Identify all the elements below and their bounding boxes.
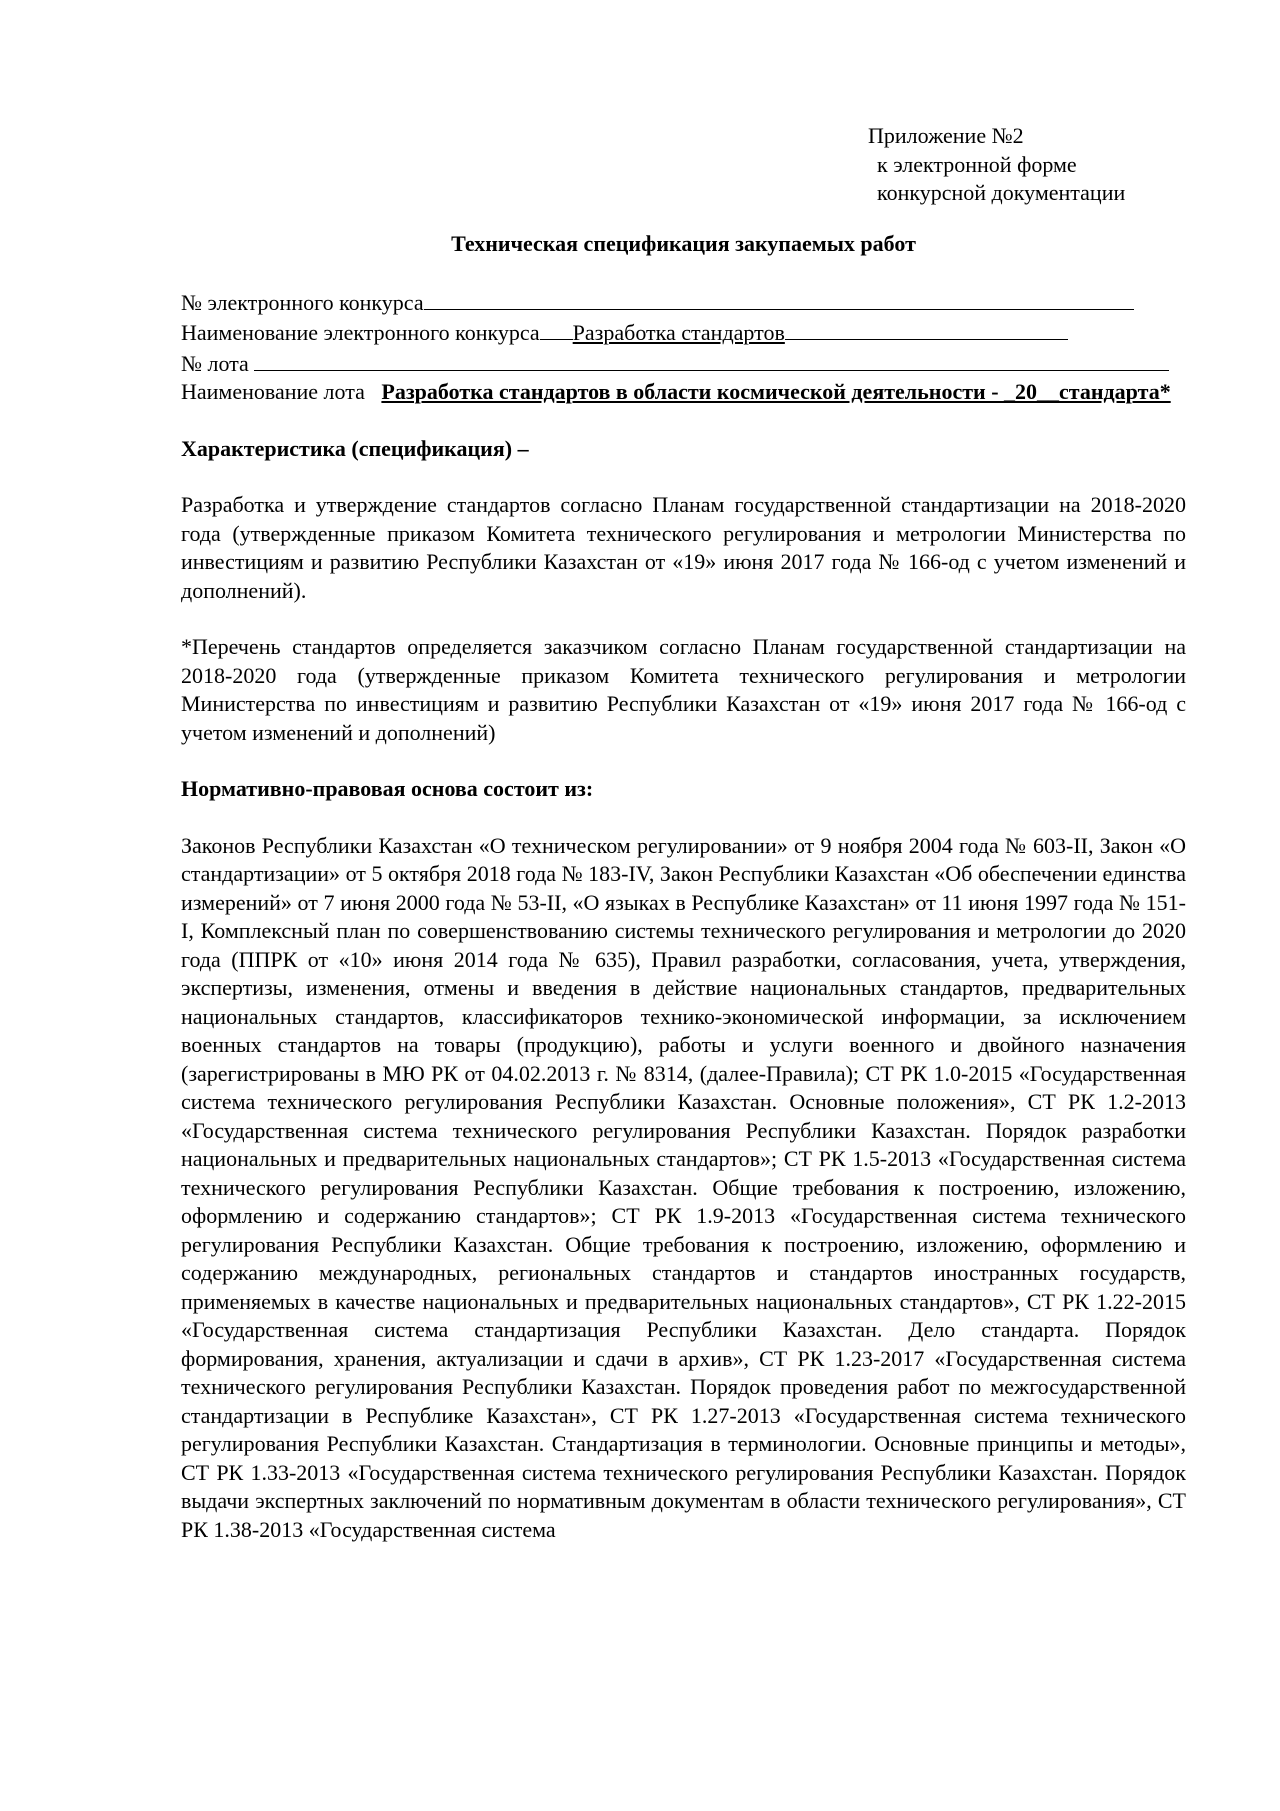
lot-number-field	[181, 348, 1186, 379]
contest-name-label: Наименование электронного конкурса	[181, 320, 540, 345]
lot-number-label: № лота	[181, 350, 249, 376]
characteristics-heading: Характеристика (спецификация) –	[181, 435, 529, 461]
lot-number-blank	[254, 348, 1169, 371]
document-body	[181, 230, 1186, 1544]
lot-name-field	[181, 378, 1186, 407]
contest-name-field	[181, 317, 1186, 348]
contest-number-label: № электронного конкурса	[181, 289, 424, 315]
characteristics-paragraph-2: *Перечень стандартов определяется заказчиком согласно Планам государственной стандартизации на 2018-2020 года (утвержденные приказом Комитета технического регулирования и метрологии Министерства по инвестициям и развитию Республики Казахстан от «19» июня 2017 года № 166-од с учетом изменений и дополнений)	[181, 634, 1186, 745]
characteristics-paragraph-1: Разработка и утверждение стандартов согласно Планам государственной стандартизации на 2018-2020 года (утвержденные приказом Комитета технического регулирования и метрологии Министерства по инвестициям и развитию Республики Казахстан от «19» июня 2017 года № 166-од с учетом изменений и дополнений).	[181, 492, 1186, 603]
lot-name-label: Наименование лота	[181, 379, 365, 404]
lot-name-value: Разработка стандартов в области космической деятельности - _20__стандарта*	[381, 379, 1171, 404]
document-title: Техническая спецификация закупаемых работ	[451, 231, 916, 256]
contest-name-blank-before	[540, 317, 573, 340]
appendix-line-1: Приложение №2	[868, 123, 1024, 148]
contest-name-blank-after	[785, 317, 1068, 340]
contest-name-value: Разработка стандартов	[572, 320, 785, 345]
legal-basis-paragraph: Законов Республики Казахстан «О техническом регулировании» от 9 ноября 2004 года № 603-II, Закон «О стандартизации» от 5 октября 2018 года № 183-IV, Закон Республики Казахстан «Об обеспечении единства измерений» от 7 июня 2000 года № 53-II, «О языках в Республике Казахстан» от 11 июня 1997 года № 151-I, Комплексный план по совершенствованию системы технического регулирования и метрологии до 2020 года (ППРК от «10» июня 2014 года № 635), Правил разработки, согласования, учета, утверждения, экспертизы, изменения, отмены и введения в действие национальных стандартов, предварительных национальных стандартов, классификаторов технико-экономической информации, за исключением военных стандартов на товары (продукцию), работы и услуги военного и двойного назначения (зарегистрированы в МЮ РК от 04.02.2013 г. № 8314, (далее-Правила); СТ РК 1.0-2015 «Государственная система технического регулирования Республики Казахстан. Основные положения», СТ РК 1.2-2013 «Государственная система технического регулирования Республики Казахстан. Порядок разработки национальных и предварительных национальных стандартов»; СТ РК 1.5-2013 «Государственная система технического регулирования Республики Казахстан. Общие требования к построению, изложению, оформлению и содержанию стандартов»; СТ РК 1.9-2013 «Государственная система технического регулирования Республики Казахстан. Общие требования к построению, изложению, оформлению и содержанию международных, региональных стандартов и стандартов иностранных государств, применяемых в качестве национальных и предварительных национальных стандартов», СТ РК 1.22-2015 «Государственная система стандартизация Республики Казахстан. Дело стандарта. Порядок формирования, хранения, актуализации и сдачи в архив», СТ РК 1.23-2017 «Государственная система технического регулирования Республики Казахстан. Порядок проведения работ по межгосударственной стандартизации в Республике Казахстан», СТ РК 1.27-2013 «Государственная система технического регулирования Республики Казахстан. Стандартизация в терминологии. Основные принципы и методы», СТ РК 1.33-2013 «Государственная система технического регулирования Республики Казахстан. Порядок выдачи экспертных заключений по нормативным документам в области технического регулирования», СТ РК 1.38-2013 «Государственная система	[181, 832, 1186, 1542]
appendix-line-3: конкурсной документации	[877, 180, 1126, 205]
appendix-header	[868, 122, 1198, 208]
legal-basis-heading: Нормативно-правовая основа состоит из:	[181, 776, 594, 801]
appendix-line-2: к электронной форме	[877, 151, 1077, 177]
contest-number-field	[181, 287, 1186, 318]
contest-number-blank	[424, 287, 1134, 310]
